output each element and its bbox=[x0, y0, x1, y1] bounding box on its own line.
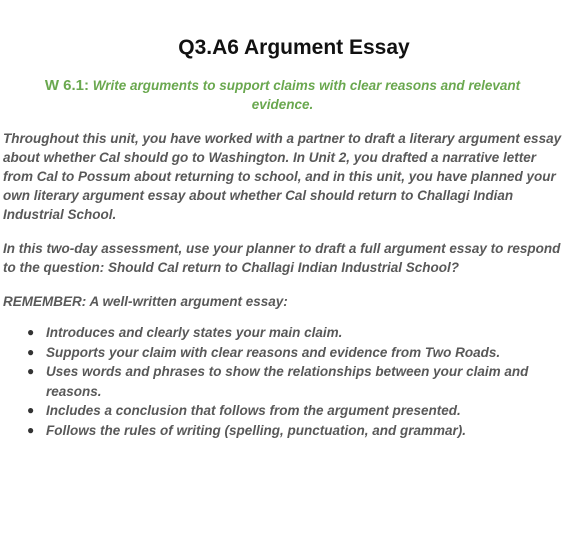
page-title: Q3.A6 Argument Essay bbox=[178, 36, 410, 59]
criteria-text: Includes a conclusion that follows from the argument presented. bbox=[46, 403, 461, 418]
list-item bbox=[27, 323, 568, 343]
standard-text: Write arguments to support claims with clear reasons and relevant evidence. bbox=[89, 78, 521, 112]
bullet-icon: ● bbox=[27, 364, 35, 378]
list-item bbox=[27, 362, 568, 401]
standard-statement bbox=[3, 76, 568, 114]
criteria-text: Uses words and phrases to show the relationships between your claim and reasons. bbox=[46, 364, 529, 399]
remember-heading: REMEMBER: A well-written argument essay: bbox=[3, 294, 288, 309]
criteria-list bbox=[3, 323, 568, 440]
criteria-text: Follows the rules of writing (spelling, punctuation, and grammar). bbox=[46, 422, 467, 438]
list-item bbox=[27, 401, 568, 421]
list-item bbox=[27, 421, 568, 441]
assessment-paragraph: In this two-day assessment, use your planner to draft a full argument essay to respond to the question: Should Cal return to Challagi Indian Industrial School? bbox=[3, 241, 561, 275]
intro-paragraph: Throughout this unit, you have worked with a partner to draft a literary argument essay about whether Cal should go to Washington. In Unit 2, you drafted a narrative letter from Cal to Possum about returning to school, and in this unit, you have planned your own literary argument essay about whether Cal should return to Challagi Indian Industrial School. bbox=[3, 131, 562, 222]
criteria-text: Supports your claim with clear reasons and evidence from Two Roads. bbox=[46, 344, 501, 360]
bullet-icon: ● bbox=[27, 403, 35, 417]
standard-code: W 6.1: bbox=[44, 77, 90, 94]
bullet-icon: ● bbox=[27, 422, 35, 437]
bullet-icon: ● bbox=[27, 325, 35, 339]
list-item bbox=[27, 343, 568, 363]
criteria-text: Introduces and clearly states your main claim. bbox=[46, 325, 343, 340]
bullet-icon: ● bbox=[27, 344, 35, 359]
